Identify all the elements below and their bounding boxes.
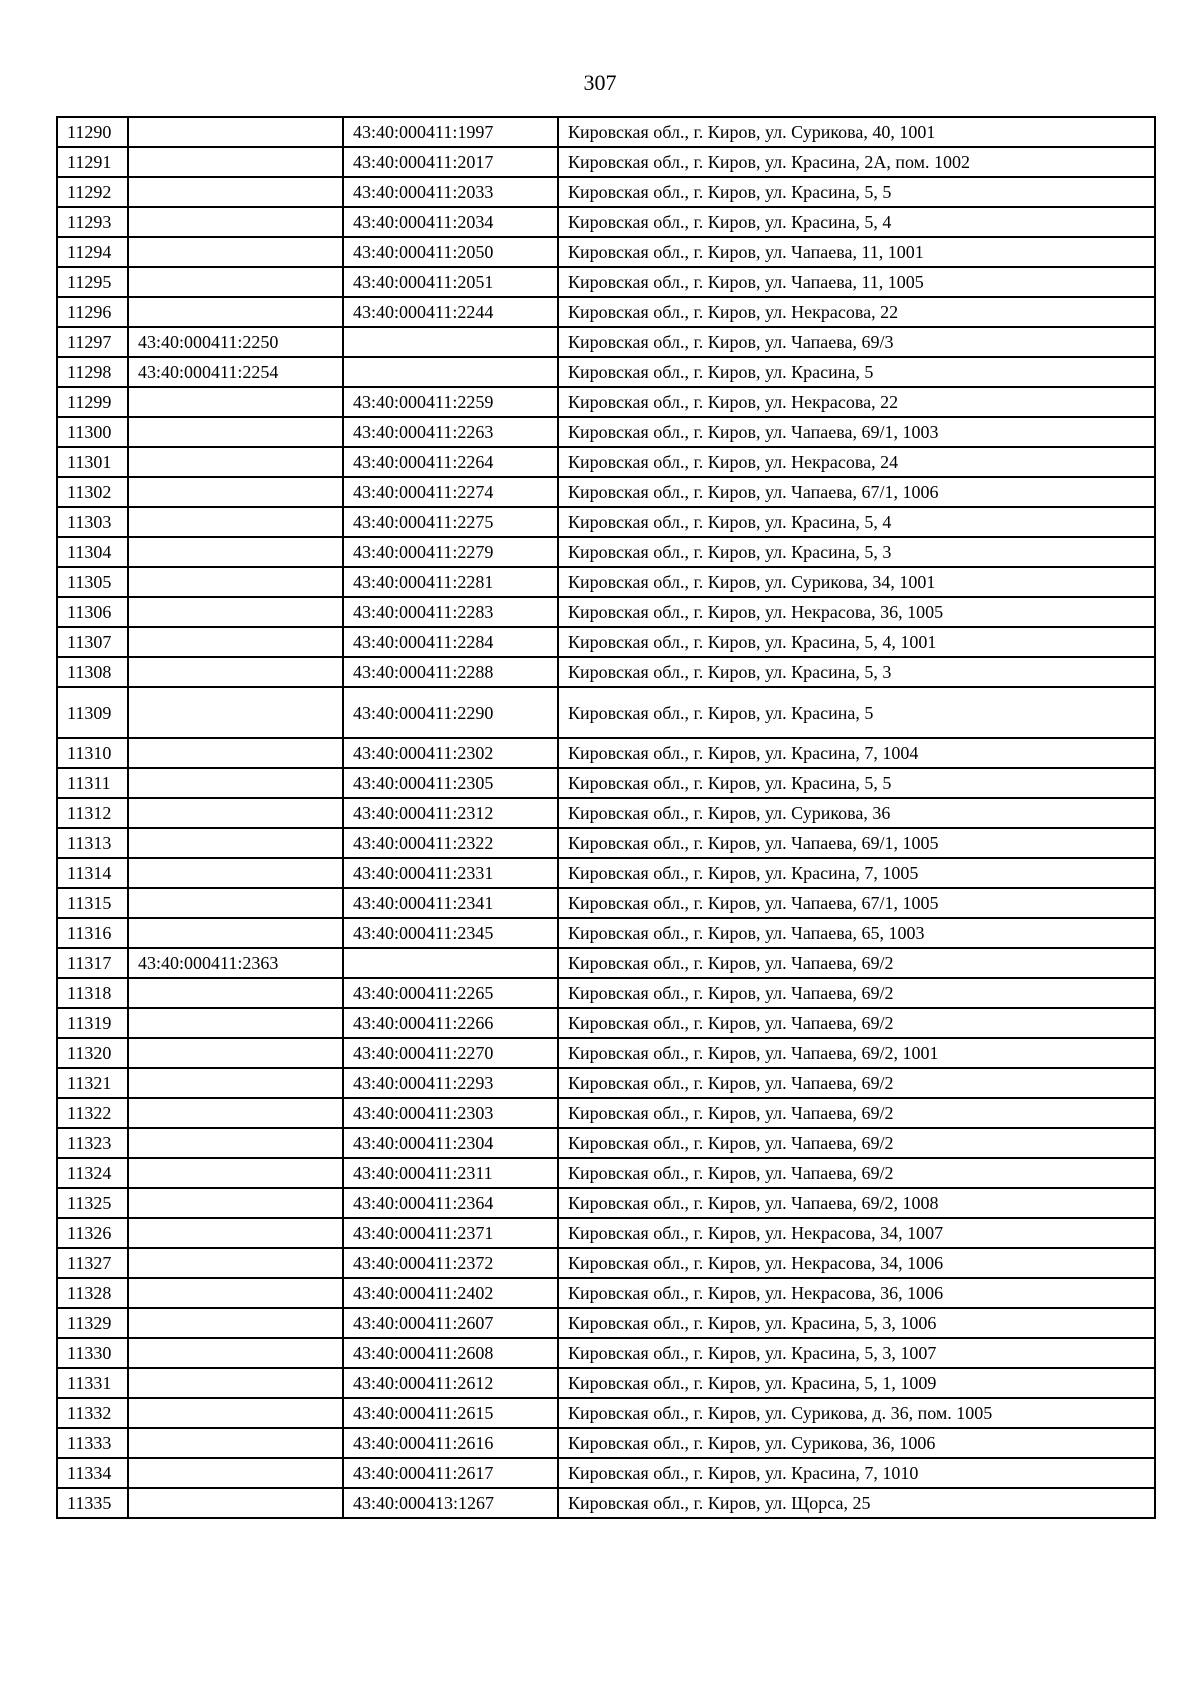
parcel-cadastral-number-cell: 43:40:000411:2250 bbox=[128, 327, 343, 357]
object-cadastral-number-cell: 43:40:000411:2371 bbox=[343, 1218, 558, 1248]
object-cadastral-number-cell: 43:40:000411:2034 bbox=[343, 207, 558, 237]
table-row bbox=[57, 387, 1155, 417]
table-row bbox=[57, 1128, 1155, 1158]
parcel-cadastral-number-cell: 43:40:000411:2254 bbox=[128, 357, 343, 387]
parcel-cadastral-number-cell bbox=[128, 738, 343, 768]
address-cell: Кировская обл., г. Киров, ул. Красина, 7, 1010 bbox=[558, 1458, 1155, 1488]
table-row bbox=[57, 1428, 1155, 1458]
object-cadastral-number-cell: 43:40:000411:2345 bbox=[343, 918, 558, 948]
address-cell: Кировская обл., г. Киров, ул. Красина, 5 bbox=[558, 357, 1155, 387]
table-row bbox=[57, 327, 1155, 357]
address-cell: Кировская обл., г. Киров, ул. Красина, 5, 3, 1007 bbox=[558, 1338, 1155, 1368]
address-cell: Кировская обл., г. Киров, ул. Сурикова, д. 36, пом. 1005 bbox=[558, 1398, 1155, 1428]
address-cell: Кировская обл., г. Киров, ул. Чапаева, 69/2 bbox=[558, 1068, 1155, 1098]
address-cell: Кировская обл., г. Киров, ул. Красина, 5, 5 bbox=[558, 768, 1155, 798]
object-cadastral-number-cell: 43:40:000411:2051 bbox=[343, 267, 558, 297]
object-cadastral-number-cell: 43:40:000411:2264 bbox=[343, 447, 558, 477]
object-cadastral-number-cell: 43:40:000411:2266 bbox=[343, 1008, 558, 1038]
address-cell: Кировская обл., г. Киров, ул. Красина, 5, 5 bbox=[558, 177, 1155, 207]
table-row bbox=[57, 1308, 1155, 1338]
row-number-cell: 11294 bbox=[57, 237, 128, 267]
table-row bbox=[57, 888, 1155, 918]
address-cell: Кировская обл., г. Киров, ул. Чапаева, 65, 1003 bbox=[558, 918, 1155, 948]
address-cell: Кировская обл., г. Киров, ул. Некрасова, 22 bbox=[558, 297, 1155, 327]
row-number-cell: 11315 bbox=[57, 888, 128, 918]
registry-table bbox=[56, 116, 1156, 1519]
row-number-cell: 11319 bbox=[57, 1008, 128, 1038]
parcel-cadastral-number-cell bbox=[128, 1188, 343, 1218]
parcel-cadastral-number-cell bbox=[128, 297, 343, 327]
address-cell: Кировская обл., г. Киров, ул. Красина, 5, 3, 1006 bbox=[558, 1308, 1155, 1338]
table-row bbox=[57, 207, 1155, 237]
row-number-cell: 11322 bbox=[57, 1098, 128, 1128]
parcel-cadastral-number-cell bbox=[128, 477, 343, 507]
table-row bbox=[57, 858, 1155, 888]
row-number-cell: 11300 bbox=[57, 417, 128, 447]
parcel-cadastral-number-cell bbox=[128, 1278, 343, 1308]
address-cell: Кировская обл., г. Киров, ул. Красина, 7, 1005 bbox=[558, 858, 1155, 888]
address-cell: Кировская обл., г. Киров, ул. Красина, 5, 4 bbox=[558, 207, 1155, 237]
registry-table-body bbox=[57, 117, 1155, 1518]
row-number-cell: 11317 bbox=[57, 948, 128, 978]
row-number-cell: 11297 bbox=[57, 327, 128, 357]
address-cell: Кировская обл., г. Киров, ул. Чапаева, 69/2 bbox=[558, 1128, 1155, 1158]
parcel-cadastral-number-cell bbox=[128, 1248, 343, 1278]
page-number: 307 bbox=[583, 70, 617, 95]
object-cadastral-number-cell: 43:40:000411:2364 bbox=[343, 1188, 558, 1218]
row-number-cell: 11333 bbox=[57, 1428, 128, 1458]
table-row bbox=[57, 357, 1155, 387]
row-number-cell: 11320 bbox=[57, 1038, 128, 1068]
address-cell: Кировская обл., г. Киров, ул. Сурикова, 36, 1006 bbox=[558, 1428, 1155, 1458]
row-number-cell: 11334 bbox=[57, 1458, 128, 1488]
object-cadastral-number-cell: 43:40:000411:2290 bbox=[343, 687, 558, 738]
address-cell: Кировская обл., г. Киров, ул. Чапаева, 69/2 bbox=[558, 948, 1155, 978]
row-number-cell: 11311 bbox=[57, 768, 128, 798]
table-row bbox=[57, 1368, 1155, 1398]
row-number-cell: 11310 bbox=[57, 738, 128, 768]
object-cadastral-number-cell: 43:40:000411:2275 bbox=[343, 507, 558, 537]
parcel-cadastral-number-cell bbox=[128, 1008, 343, 1038]
table-row bbox=[57, 537, 1155, 567]
object-cadastral-number-cell bbox=[343, 327, 558, 357]
row-number-cell: 11332 bbox=[57, 1398, 128, 1428]
table-row bbox=[57, 978, 1155, 1008]
table-row bbox=[57, 798, 1155, 828]
object-cadastral-number-cell: 43:40:000411:2263 bbox=[343, 417, 558, 447]
table-row bbox=[57, 417, 1155, 447]
table-row bbox=[57, 657, 1155, 687]
object-cadastral-number-cell: 43:40:000413:1267 bbox=[343, 1488, 558, 1518]
table-row bbox=[57, 738, 1155, 768]
address-cell: Кировская обл., г. Киров, ул. Чапаева, 11, 1005 bbox=[558, 267, 1155, 297]
address-cell: Кировская обл., г. Киров, ул. Красина, 5, 3 bbox=[558, 537, 1155, 567]
parcel-cadastral-number-cell bbox=[128, 1038, 343, 1068]
object-cadastral-number-cell: 43:40:000411:2312 bbox=[343, 798, 558, 828]
address-cell: Кировская обл., г. Киров, ул. Чапаева, 69/3 bbox=[558, 327, 1155, 357]
address-cell: Кировская обл., г. Киров, ул. Чапаева, 69/2, 1001 bbox=[558, 1038, 1155, 1068]
row-number-cell: 11330 bbox=[57, 1338, 128, 1368]
parcel-cadastral-number-cell bbox=[128, 1428, 343, 1458]
row-number-cell: 11312 bbox=[57, 798, 128, 828]
row-number-cell: 11307 bbox=[57, 627, 128, 657]
row-number-cell: 11327 bbox=[57, 1248, 128, 1278]
table-row bbox=[57, 1068, 1155, 1098]
object-cadastral-number-cell: 43:40:000411:2303 bbox=[343, 1098, 558, 1128]
parcel-cadastral-number-cell bbox=[128, 858, 343, 888]
parcel-cadastral-number-cell bbox=[128, 207, 343, 237]
address-cell: Кировская обл., г. Киров, ул. Красина, 5 bbox=[558, 687, 1155, 738]
row-number-cell: 11296 bbox=[57, 297, 128, 327]
address-cell: Кировская обл., г. Киров, ул. Красина, 5, 4 bbox=[558, 507, 1155, 537]
address-cell: Кировская обл., г. Киров, ул. Чапаева, 69/2 bbox=[558, 978, 1155, 1008]
parcel-cadastral-number-cell bbox=[128, 447, 343, 477]
object-cadastral-number-cell bbox=[343, 948, 558, 978]
table-row bbox=[57, 1098, 1155, 1128]
parcel-cadastral-number-cell bbox=[128, 657, 343, 687]
object-cadastral-number-cell: 43:40:000411:2616 bbox=[343, 1428, 558, 1458]
table-row bbox=[57, 147, 1155, 177]
object-cadastral-number-cell: 43:40:000411:2288 bbox=[343, 657, 558, 687]
parcel-cadastral-number-cell bbox=[128, 1158, 343, 1188]
object-cadastral-number-cell: 43:40:000411:2033 bbox=[343, 177, 558, 207]
object-cadastral-number-cell: 43:40:000411:2305 bbox=[343, 768, 558, 798]
address-cell: Кировская обл., г. Киров, ул. Чапаева, 69/2, 1008 bbox=[558, 1188, 1155, 1218]
object-cadastral-number-cell: 43:40:000411:2304 bbox=[343, 1128, 558, 1158]
object-cadastral-number-cell: 43:40:000411:2265 bbox=[343, 978, 558, 1008]
object-cadastral-number-cell bbox=[343, 357, 558, 387]
row-number-cell: 11313 bbox=[57, 828, 128, 858]
parcel-cadastral-number-cell bbox=[128, 117, 343, 147]
table-row bbox=[57, 177, 1155, 207]
address-cell: Кировская обл., г. Киров, ул. Некрасова, 22 bbox=[558, 387, 1155, 417]
table-row bbox=[57, 687, 1155, 738]
object-cadastral-number-cell: 43:40:000411:2607 bbox=[343, 1308, 558, 1338]
row-number-cell: 11329 bbox=[57, 1308, 128, 1338]
table-row bbox=[57, 597, 1155, 627]
parcel-cadastral-number-cell bbox=[128, 888, 343, 918]
table-row bbox=[57, 1218, 1155, 1248]
address-cell: Кировская обл., г. Киров, ул. Чапаева, 69/1, 1005 bbox=[558, 828, 1155, 858]
address-cell: Кировская обл., г. Киров, ул. Некрасова, 36, 1006 bbox=[558, 1278, 1155, 1308]
parcel-cadastral-number-cell bbox=[128, 417, 343, 447]
parcel-cadastral-number-cell bbox=[128, 918, 343, 948]
parcel-cadastral-number-cell bbox=[128, 1128, 343, 1158]
parcel-cadastral-number-cell bbox=[128, 237, 343, 267]
row-number-cell: 11324 bbox=[57, 1158, 128, 1188]
object-cadastral-number-cell: 43:40:000411:2284 bbox=[343, 627, 558, 657]
object-cadastral-number-cell: 43:40:000411:2608 bbox=[343, 1338, 558, 1368]
parcel-cadastral-number-cell bbox=[128, 1458, 343, 1488]
parcel-cadastral-number-cell bbox=[128, 1218, 343, 1248]
row-number-cell: 11298 bbox=[57, 357, 128, 387]
object-cadastral-number-cell: 43:40:000411:2402 bbox=[343, 1278, 558, 1308]
table-row bbox=[57, 948, 1155, 978]
address-cell: Кировская обл., г. Киров, ул. Некрасова, 36, 1005 bbox=[558, 597, 1155, 627]
table-row bbox=[57, 1338, 1155, 1368]
table-row bbox=[57, 477, 1155, 507]
address-cell: Кировская обл., г. Киров, ул. Чапаева, 67/1, 1005 bbox=[558, 888, 1155, 918]
address-cell: Кировская обл., г. Киров, ул. Красина, 5, 4, 1001 bbox=[558, 627, 1155, 657]
address-cell: Кировская обл., г. Киров, ул. Некрасова, 24 bbox=[558, 447, 1155, 477]
object-cadastral-number-cell: 43:40:000411:2259 bbox=[343, 387, 558, 417]
row-number-cell: 11331 bbox=[57, 1368, 128, 1398]
object-cadastral-number-cell: 43:40:000411:2331 bbox=[343, 858, 558, 888]
address-cell: Кировская обл., г. Киров, ул. Красина, 2А, пом. 1002 bbox=[558, 147, 1155, 177]
table-row bbox=[57, 1278, 1155, 1308]
table-row bbox=[57, 267, 1155, 297]
row-number-cell: 11308 bbox=[57, 657, 128, 687]
table-row bbox=[57, 237, 1155, 267]
object-cadastral-number-cell: 43:40:000411:2617 bbox=[343, 1458, 558, 1488]
table-row bbox=[57, 1158, 1155, 1188]
parcel-cadastral-number-cell bbox=[128, 1068, 343, 1098]
table-row bbox=[57, 768, 1155, 798]
row-number-cell: 11314 bbox=[57, 858, 128, 888]
row-number-cell: 11335 bbox=[57, 1488, 128, 1518]
parcel-cadastral-number-cell bbox=[128, 687, 343, 738]
table-row bbox=[57, 627, 1155, 657]
row-number-cell: 11328 bbox=[57, 1278, 128, 1308]
table-row bbox=[57, 1398, 1155, 1428]
parcel-cadastral-number-cell: 43:40:000411:2363 bbox=[128, 948, 343, 978]
table-row bbox=[57, 1038, 1155, 1068]
row-number-cell: 11318 bbox=[57, 978, 128, 1008]
parcel-cadastral-number-cell bbox=[128, 537, 343, 567]
row-number-cell: 11290 bbox=[57, 117, 128, 147]
address-cell: Кировская обл., г. Киров, ул. Чапаева, 69/2 bbox=[558, 1008, 1155, 1038]
parcel-cadastral-number-cell bbox=[128, 567, 343, 597]
address-cell: Кировская обл., г. Киров, ул. Чапаева, 11, 1001 bbox=[558, 237, 1155, 267]
object-cadastral-number-cell: 43:40:000411:2341 bbox=[343, 888, 558, 918]
table-row bbox=[57, 1488, 1155, 1518]
object-cadastral-number-cell: 43:40:000411:2615 bbox=[343, 1398, 558, 1428]
object-cadastral-number-cell: 43:40:000411:2281 bbox=[343, 567, 558, 597]
address-cell: Кировская обл., г. Киров, ул. Некрасова, 34, 1007 bbox=[558, 1218, 1155, 1248]
parcel-cadastral-number-cell bbox=[128, 768, 343, 798]
parcel-cadastral-number-cell bbox=[128, 828, 343, 858]
parcel-cadastral-number-cell bbox=[128, 1398, 343, 1428]
address-cell: Кировская обл., г. Киров, ул. Чапаева, 69/1, 1003 bbox=[558, 417, 1155, 447]
table-row bbox=[57, 918, 1155, 948]
address-cell: Кировская обл., г. Киров, ул. Сурикова, 34, 1001 bbox=[558, 567, 1155, 597]
table-row bbox=[57, 1248, 1155, 1278]
address-cell: Кировская обл., г. Киров, ул. Сурикова, 40, 1001 bbox=[558, 117, 1155, 147]
address-cell: Кировская обл., г. Киров, ул. Щорса, 25 bbox=[558, 1488, 1155, 1518]
row-number-cell: 11321 bbox=[57, 1068, 128, 1098]
object-cadastral-number-cell: 43:40:000411:2372 bbox=[343, 1248, 558, 1278]
row-number-cell: 11295 bbox=[57, 267, 128, 297]
row-number-cell: 11301 bbox=[57, 447, 128, 477]
table-row bbox=[57, 567, 1155, 597]
row-number-cell: 11304 bbox=[57, 537, 128, 567]
table-row bbox=[57, 1008, 1155, 1038]
address-cell: Кировская обл., г. Киров, ул. Чапаева, 69/2 bbox=[558, 1158, 1155, 1188]
row-number-cell: 11303 bbox=[57, 507, 128, 537]
row-number-cell: 11325 bbox=[57, 1188, 128, 1218]
address-cell: Кировская обл., г. Киров, ул. Красина, 7, 1004 bbox=[558, 738, 1155, 768]
object-cadastral-number-cell: 43:40:000411:2244 bbox=[343, 297, 558, 327]
object-cadastral-number-cell: 43:40:000411:2274 bbox=[343, 477, 558, 507]
parcel-cadastral-number-cell bbox=[128, 798, 343, 828]
address-cell: Кировская обл., г. Киров, ул. Некрасова, 34, 1006 bbox=[558, 1248, 1155, 1278]
row-number-cell: 11305 bbox=[57, 567, 128, 597]
object-cadastral-number-cell: 43:40:000411:2612 bbox=[343, 1368, 558, 1398]
object-cadastral-number-cell: 43:40:000411:2050 bbox=[343, 237, 558, 267]
row-number-cell: 11309 bbox=[57, 687, 128, 738]
parcel-cadastral-number-cell bbox=[128, 177, 343, 207]
table-row bbox=[57, 447, 1155, 477]
row-number-cell: 11291 bbox=[57, 147, 128, 177]
parcel-cadastral-number-cell bbox=[128, 507, 343, 537]
table-row bbox=[57, 1188, 1155, 1218]
address-cell: Кировская обл., г. Киров, ул. Чапаева, 69/2 bbox=[558, 1098, 1155, 1128]
row-number-cell: 11326 bbox=[57, 1218, 128, 1248]
row-number-cell: 11306 bbox=[57, 597, 128, 627]
row-number-cell: 11293 bbox=[57, 207, 128, 237]
object-cadastral-number-cell: 43:40:000411:2302 bbox=[343, 738, 558, 768]
address-cell: Кировская обл., г. Киров, ул. Сурикова, 36 bbox=[558, 798, 1155, 828]
parcel-cadastral-number-cell bbox=[128, 597, 343, 627]
table-row bbox=[57, 828, 1155, 858]
object-cadastral-number-cell: 43:40:000411:2270 bbox=[343, 1038, 558, 1068]
table-row bbox=[57, 1458, 1155, 1488]
row-number-cell: 11292 bbox=[57, 177, 128, 207]
object-cadastral-number-cell: 43:40:000411:2017 bbox=[343, 147, 558, 177]
object-cadastral-number-cell: 43:40:000411:2283 bbox=[343, 597, 558, 627]
address-cell: Кировская обл., г. Киров, ул. Чапаева, 67/1, 1006 bbox=[558, 477, 1155, 507]
parcel-cadastral-number-cell bbox=[128, 627, 343, 657]
address-cell: Кировская обл., г. Киров, ул. Красина, 5, 1, 1009 bbox=[558, 1368, 1155, 1398]
parcel-cadastral-number-cell bbox=[128, 147, 343, 177]
object-cadastral-number-cell: 43:40:000411:2279 bbox=[343, 537, 558, 567]
object-cadastral-number-cell: 43:40:000411:1997 bbox=[343, 117, 558, 147]
table-row bbox=[57, 507, 1155, 537]
object-cadastral-number-cell: 43:40:000411:2311 bbox=[343, 1158, 558, 1188]
table-row bbox=[57, 117, 1155, 147]
parcel-cadastral-number-cell bbox=[128, 387, 343, 417]
parcel-cadastral-number-cell bbox=[128, 1308, 343, 1338]
row-number-cell: 11299 bbox=[57, 387, 128, 417]
parcel-cadastral-number-cell bbox=[128, 978, 343, 1008]
row-number-cell: 11302 bbox=[57, 477, 128, 507]
parcel-cadastral-number-cell bbox=[128, 1338, 343, 1368]
parcel-cadastral-number-cell bbox=[128, 1368, 343, 1398]
parcel-cadastral-number-cell bbox=[128, 267, 343, 297]
table-row bbox=[57, 297, 1155, 327]
row-number-cell: 11316 bbox=[57, 918, 128, 948]
row-number-cell: 11323 bbox=[57, 1128, 128, 1158]
parcel-cadastral-number-cell bbox=[128, 1488, 343, 1518]
object-cadastral-number-cell: 43:40:000411:2322 bbox=[343, 828, 558, 858]
parcel-cadastral-number-cell bbox=[128, 1098, 343, 1128]
address-cell: Кировская обл., г. Киров, ул. Красина, 5, 3 bbox=[558, 657, 1155, 687]
object-cadastral-number-cell: 43:40:000411:2293 bbox=[343, 1068, 558, 1098]
